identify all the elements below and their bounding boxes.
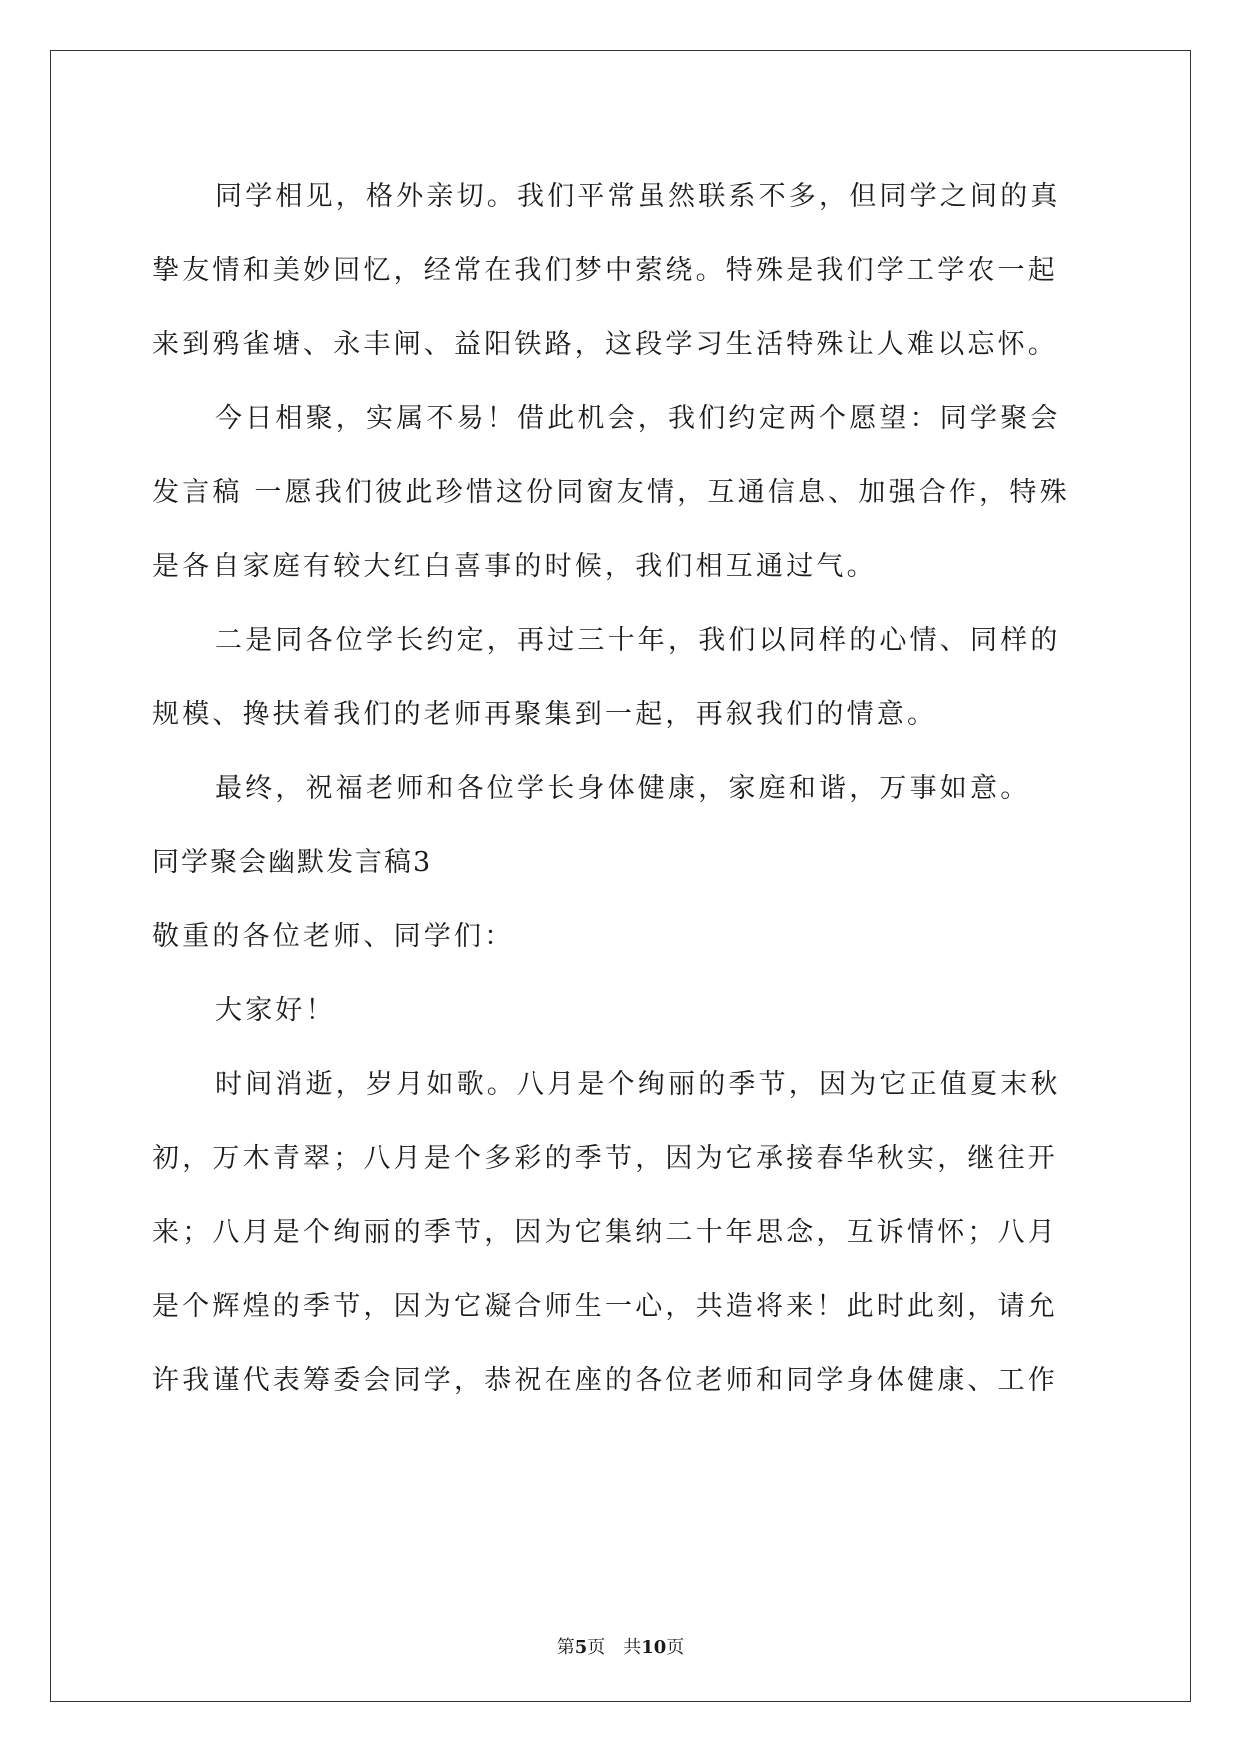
text-line: 来到鸦雀塘、永丰闸、益阳铁路，这段学习生活特殊让人难以忘怀。 [152,329,1058,360]
text-line: 同学相见，格外亲切。我们平常虽然联系不多，但同学之间的真 [215,181,1061,212]
greeting [152,974,1092,1048]
footer-prefix: 第 [556,1637,575,1658]
salutation: 敬重的各位老师、同学们： [152,921,515,952]
total-pages: 10 [641,1637,667,1658]
footer-total-suffix: 页 [666,1637,685,1658]
text-line: 最终，祝福老师和各位学长身体健康，家庭和谐，万事如意。 [215,773,1031,804]
text-line: 今日相聚，实属不易！借此机会，我们约定两个愿望：同学聚会 [215,403,1061,434]
text-line: 二是同各位学长约定，再过三十年，我们以同样的心情、同样的 [215,625,1061,656]
page-number: 5 [574,1637,588,1658]
text-line: 是个辉煌的季节，因为它凝合师生一心，共造将来！此时此刻，请允 [152,1291,1058,1322]
text-line: 许我谨代表筹委会同学，恭祝在座的各位老师和同学身体健康、工作 [152,1365,1058,1396]
text-line: 来；八月是个绚丽的季节，因为它集纳二十年思念，互诉情怀；八月 [152,1217,1058,1248]
paragraph-3 [152,604,1092,752]
paragraph-1 [152,160,1092,382]
footer-page-suffix: 页 [587,1637,606,1658]
paragraph-4 [152,752,1092,826]
body-paragraph [152,1048,1092,1418]
text-line: 规模、搀扶着我们的老师再聚集到一起，再叙我们的情意。 [152,699,938,730]
text-line: 是各自家庭有较大红白喜事的时候，我们相互通过气。 [152,551,877,582]
text-line: 初，万木青翠；八月是个多彩的季节，因为它承接春华秋实，继往开 [152,1143,1058,1174]
text-line: 发言稿 一愿我们彼此珍惜这份同窗友情，互通信息、加强合作，特殊 [152,477,1070,508]
text-line: 时间消逝，岁月如歌。八月是个绚丽的季节，因为它正值夏末秋 [215,1069,1061,1100]
page-footer [0,1633,1241,1659]
paragraph-2 [152,382,1092,604]
text-line: 挚友情和美妙回忆，经常在我们梦中萦绕。特殊是我们学工学农一起 [152,255,1058,286]
document-body [152,160,1092,1418]
text-line: 大家好！ [215,995,336,1026]
footer-total-prefix: 共 [623,1637,642,1658]
section-heading: 同学聚会幽默发言稿3 [152,847,433,878]
